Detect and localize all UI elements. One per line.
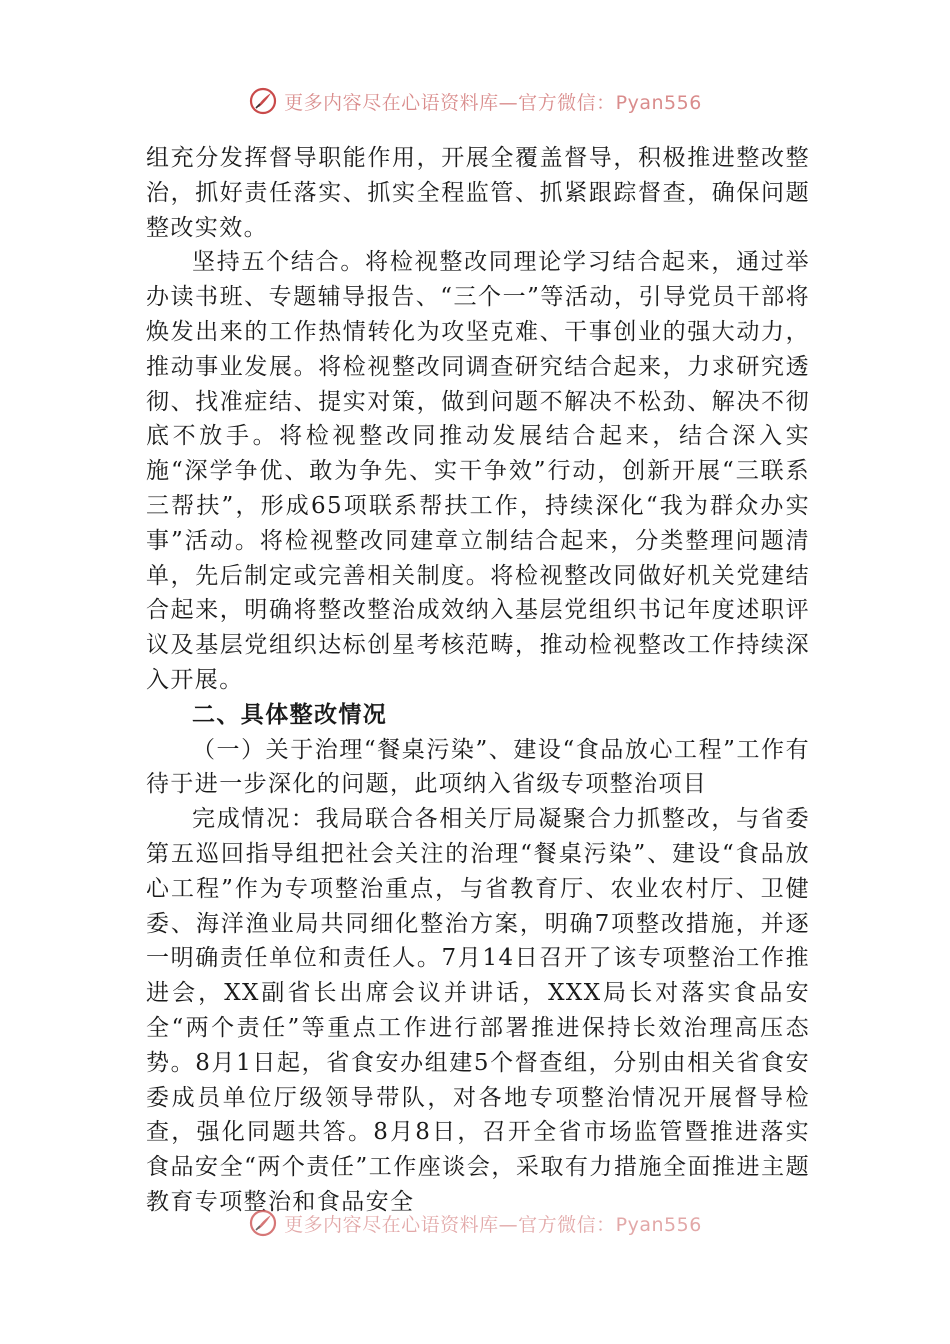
watermark-text: 更多内容尽在心语资料库—官方微信：Pyan556 (284, 1213, 702, 1236)
paragraph-five-combinations: 坚持五个结合。将检视整改同理论学习结合起来，通过举办读书班、专题辅导报告、“三个一”等活动，引导党员干部将焕发出来的工作热情转化为攻坚克难、干事创业的强大动力，推动事业发展。将检视整改同调查研究结合起来，力求研究透彻、找准症结、提实对策，做到问题不解决不松劲、解决不彻底不放手。将检视整改同推动发展结合起来，结合深入实施“深学争优、敢为争先、实干争效”行动，创新开展“三联系三帮扶”，形成65项联系帮扶工作，持续深化“我为群众办实事”活动。将检视整改同建章立制结合起来，分类整理问题清单，先后制定或完善相关制度。将检视整改同做好机关党建结合起来，明确将整改整治成效纳入基层党组织书记年度述职评议及基层党组织达标创星考核范畴，推动检视整改工作持续深入开展。 (146, 249, 810, 693)
watermark-footer (0, 1208, 950, 1238)
section-heading: 二、具体整改情况 (192, 701, 388, 728)
paragraph-item-one: （一）关于治理“餐桌污染”、建设“食品放心工程”工作有待于进一步深化的问题，此项纳入省级专项整治项目 (146, 736, 810, 798)
paragraph-continuation: 组充分发挥督导职能作用，开展全覆盖督导，积极推进整改整治，抓好责任落实、抓实全程监管、抓紧跟踪督查，确保问题整改实效。 (146, 145, 810, 241)
quill-seal-icon (248, 86, 278, 116)
quill-seal-icon (248, 1208, 278, 1238)
paragraph-completion-status: 完成情况：我局联合各相关厅局凝聚合力抓整改，与省委第五巡回指导组把社会关注的治理“餐桌污染”、建设“食品放心工程”作为专项整治重点，与省教育厅、农业农村厅、卫健委、海洋渔业局共同细化整治方案，明确7项整改措施，并逐一明确责任单位和责任人。7月14日召开了该专项整治工作推进会，XX副省长出席会议并讲话，XXX局长对落实食品安全“两个责任”等重点工作进行部署推进保持长效治理高压态势。8月1日起，省食安办组建5个督查组，分别由相关省食安委成员单位厅级领导带队，对各地专项整治情况开展督导检查，强化同题共答。8月8日，召开全省市场监管暨推进落实食品安全“两个责任”工作座谈会，采取有力措施全面推进主题教育专项整治和食品安全 (146, 806, 810, 1215)
watermark-text: 更多内容尽在心语资料库—官方微信：Pyan556 (284, 91, 702, 114)
document-body (146, 141, 810, 1220)
watermark-header (0, 86, 950, 116)
